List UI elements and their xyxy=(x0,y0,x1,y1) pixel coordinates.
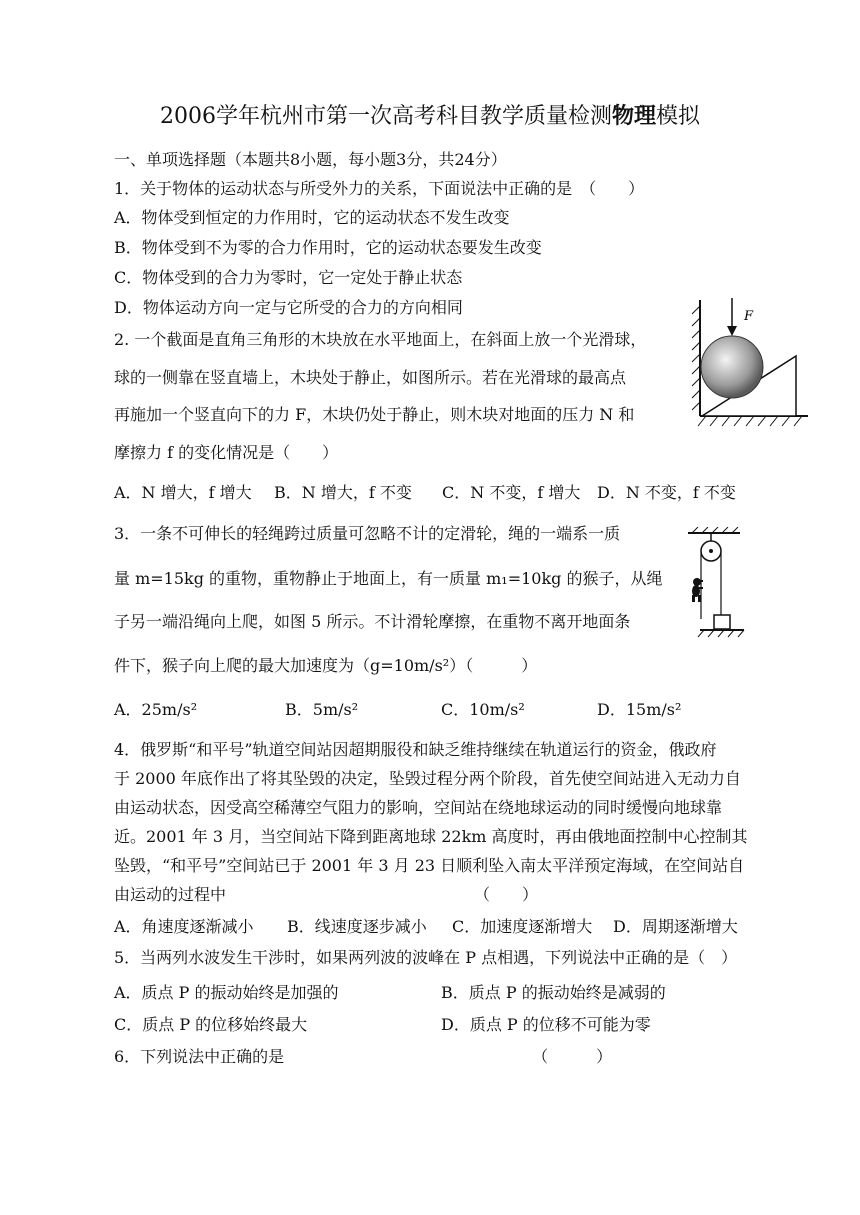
force-label: F xyxy=(744,309,754,324)
q2-option-d: D．N 不变，f 不变 xyxy=(597,483,736,502)
section-heading: 一、单项选择题（本题共8小题，每小题3分，共24分） xyxy=(114,150,507,169)
q3-line-4: 件下，猴子向上爬的最大加速度为（g=10m/s²）（ ） xyxy=(114,656,538,675)
q2-line-3: 再施加一个竖直向下的力 F，木块仍处于静止，则木块对地面的压力 N 和 xyxy=(114,405,635,424)
q1-option-d: D．物体运动方向一定与它所受的合力的方向相同 xyxy=(114,298,463,317)
q4-line-4: 近。2001 年 3 月，当空间站下降到距离地球 22km 高度时，再由俄地面控制中心控制其 xyxy=(114,827,748,846)
q4-option-a: A．角速度逐渐减小 xyxy=(114,917,254,936)
q2-line-2: 球的一侧靠在竖直墙上，木块处于静止，如图所示。若在光滑球的最高点 xyxy=(114,368,627,387)
q2-option-a: A．N 增大，f 增大 xyxy=(114,483,252,502)
q5-stem: 5．当两列水波发生干涉时，如果两列波的波峰在 P 点相遇，下列说法中正确的是（ ） xyxy=(114,948,738,967)
q4-line-5: 坠毁，“和平号”空间站已于 2001 年 3 月 23 日顺利坠入南太平洋预定海域，在空间站自 xyxy=(114,856,745,875)
q3-line-1: 3．一条不可伸长的轻绳跨过质量可忽略不计的定滑轮，绳的一端系一质 xyxy=(114,524,621,543)
q1-option-b: B．物体受到不为零的合力作用时，它的运动状态要发生改变 xyxy=(114,238,542,257)
q4-line-3: 由运动状态，因受高空稀薄空气阻力的影响，空间站在绕地球运动的同时缓慢向地球靠 xyxy=(114,798,723,817)
q3-option-b: B．5m/s² xyxy=(285,700,359,719)
page-title: 2006学年杭州市第一次高考科目教学质量检测物理模拟 xyxy=(159,103,701,129)
q6-stem: 6．下列说法中正确的是 （ ） xyxy=(114,1047,613,1066)
q4-line-2: 于 2000 年底作出了将其坠毁的决定，坠毁过程分两个阶段，首先使空间站进入无动力自 xyxy=(114,769,741,788)
q5-option-b: B．质点 P 的振动始终是减弱的 xyxy=(441,983,666,1002)
q1-stem: 1．关于物体的运动状态与所受外力的关系，下面说法中正确的是 （ ） xyxy=(114,179,645,198)
pulley-figure xyxy=(684,527,754,643)
q4-option-c: C．加速度逐渐增大 xyxy=(452,917,593,936)
q4-line-6: 由运动的过程中 （ ） xyxy=(114,885,539,904)
q1-option-c: C．物体受到的合力为零时，它一定处于静止状态 xyxy=(114,268,463,287)
q2-line-4: 摩擦力 f 的变化情况是（ ） xyxy=(114,443,339,462)
q3-option-c: C．10m/s² xyxy=(441,700,525,719)
q1-option-a: A．物体受到恒定的力作用时，它的运动状态不发生改变 xyxy=(114,208,510,227)
q2-option-c: C．N 不变，f 增大 xyxy=(442,483,581,502)
q4-line-1: 4．俄罗斯“和平号”轨道空间站因超期服役和缺乏维持继续在轨道运行的资金，俄政府 xyxy=(114,740,717,759)
q4-option-d: D．周期逐渐增大 xyxy=(613,917,738,936)
q4-option-b: B．线速度逐步减小 xyxy=(287,917,427,936)
q3-line-3: 子另一端沿绳向上爬，如图 5 所示。不计滑轮摩擦，在重物不离开地面条 xyxy=(114,612,631,631)
ball-wedge-figure xyxy=(686,292,810,432)
q3-option-a: A．25m/s² xyxy=(114,700,198,719)
q2-option-b: B．N 增大，f 不变 xyxy=(274,483,412,502)
q2-line-1: 2. 一个截面是直角三角形的木块放在水平地面上，在斜面上放一个光滑球， xyxy=(114,330,647,349)
q5-option-d: D．质点 P 的位移不可能为零 xyxy=(441,1015,651,1034)
q5-option-c: C．质点 P 的位移始终最大 xyxy=(114,1015,308,1034)
q3-line-2: 量 m=15kg 的重物，重物静止于地面上，有一质量 m₁=10kg 的猴子，从绳 xyxy=(114,569,663,588)
q5-option-a: A．质点 P 的振动始终是加强的 xyxy=(114,983,339,1002)
q3-option-d: D．15m/s² xyxy=(597,700,682,719)
